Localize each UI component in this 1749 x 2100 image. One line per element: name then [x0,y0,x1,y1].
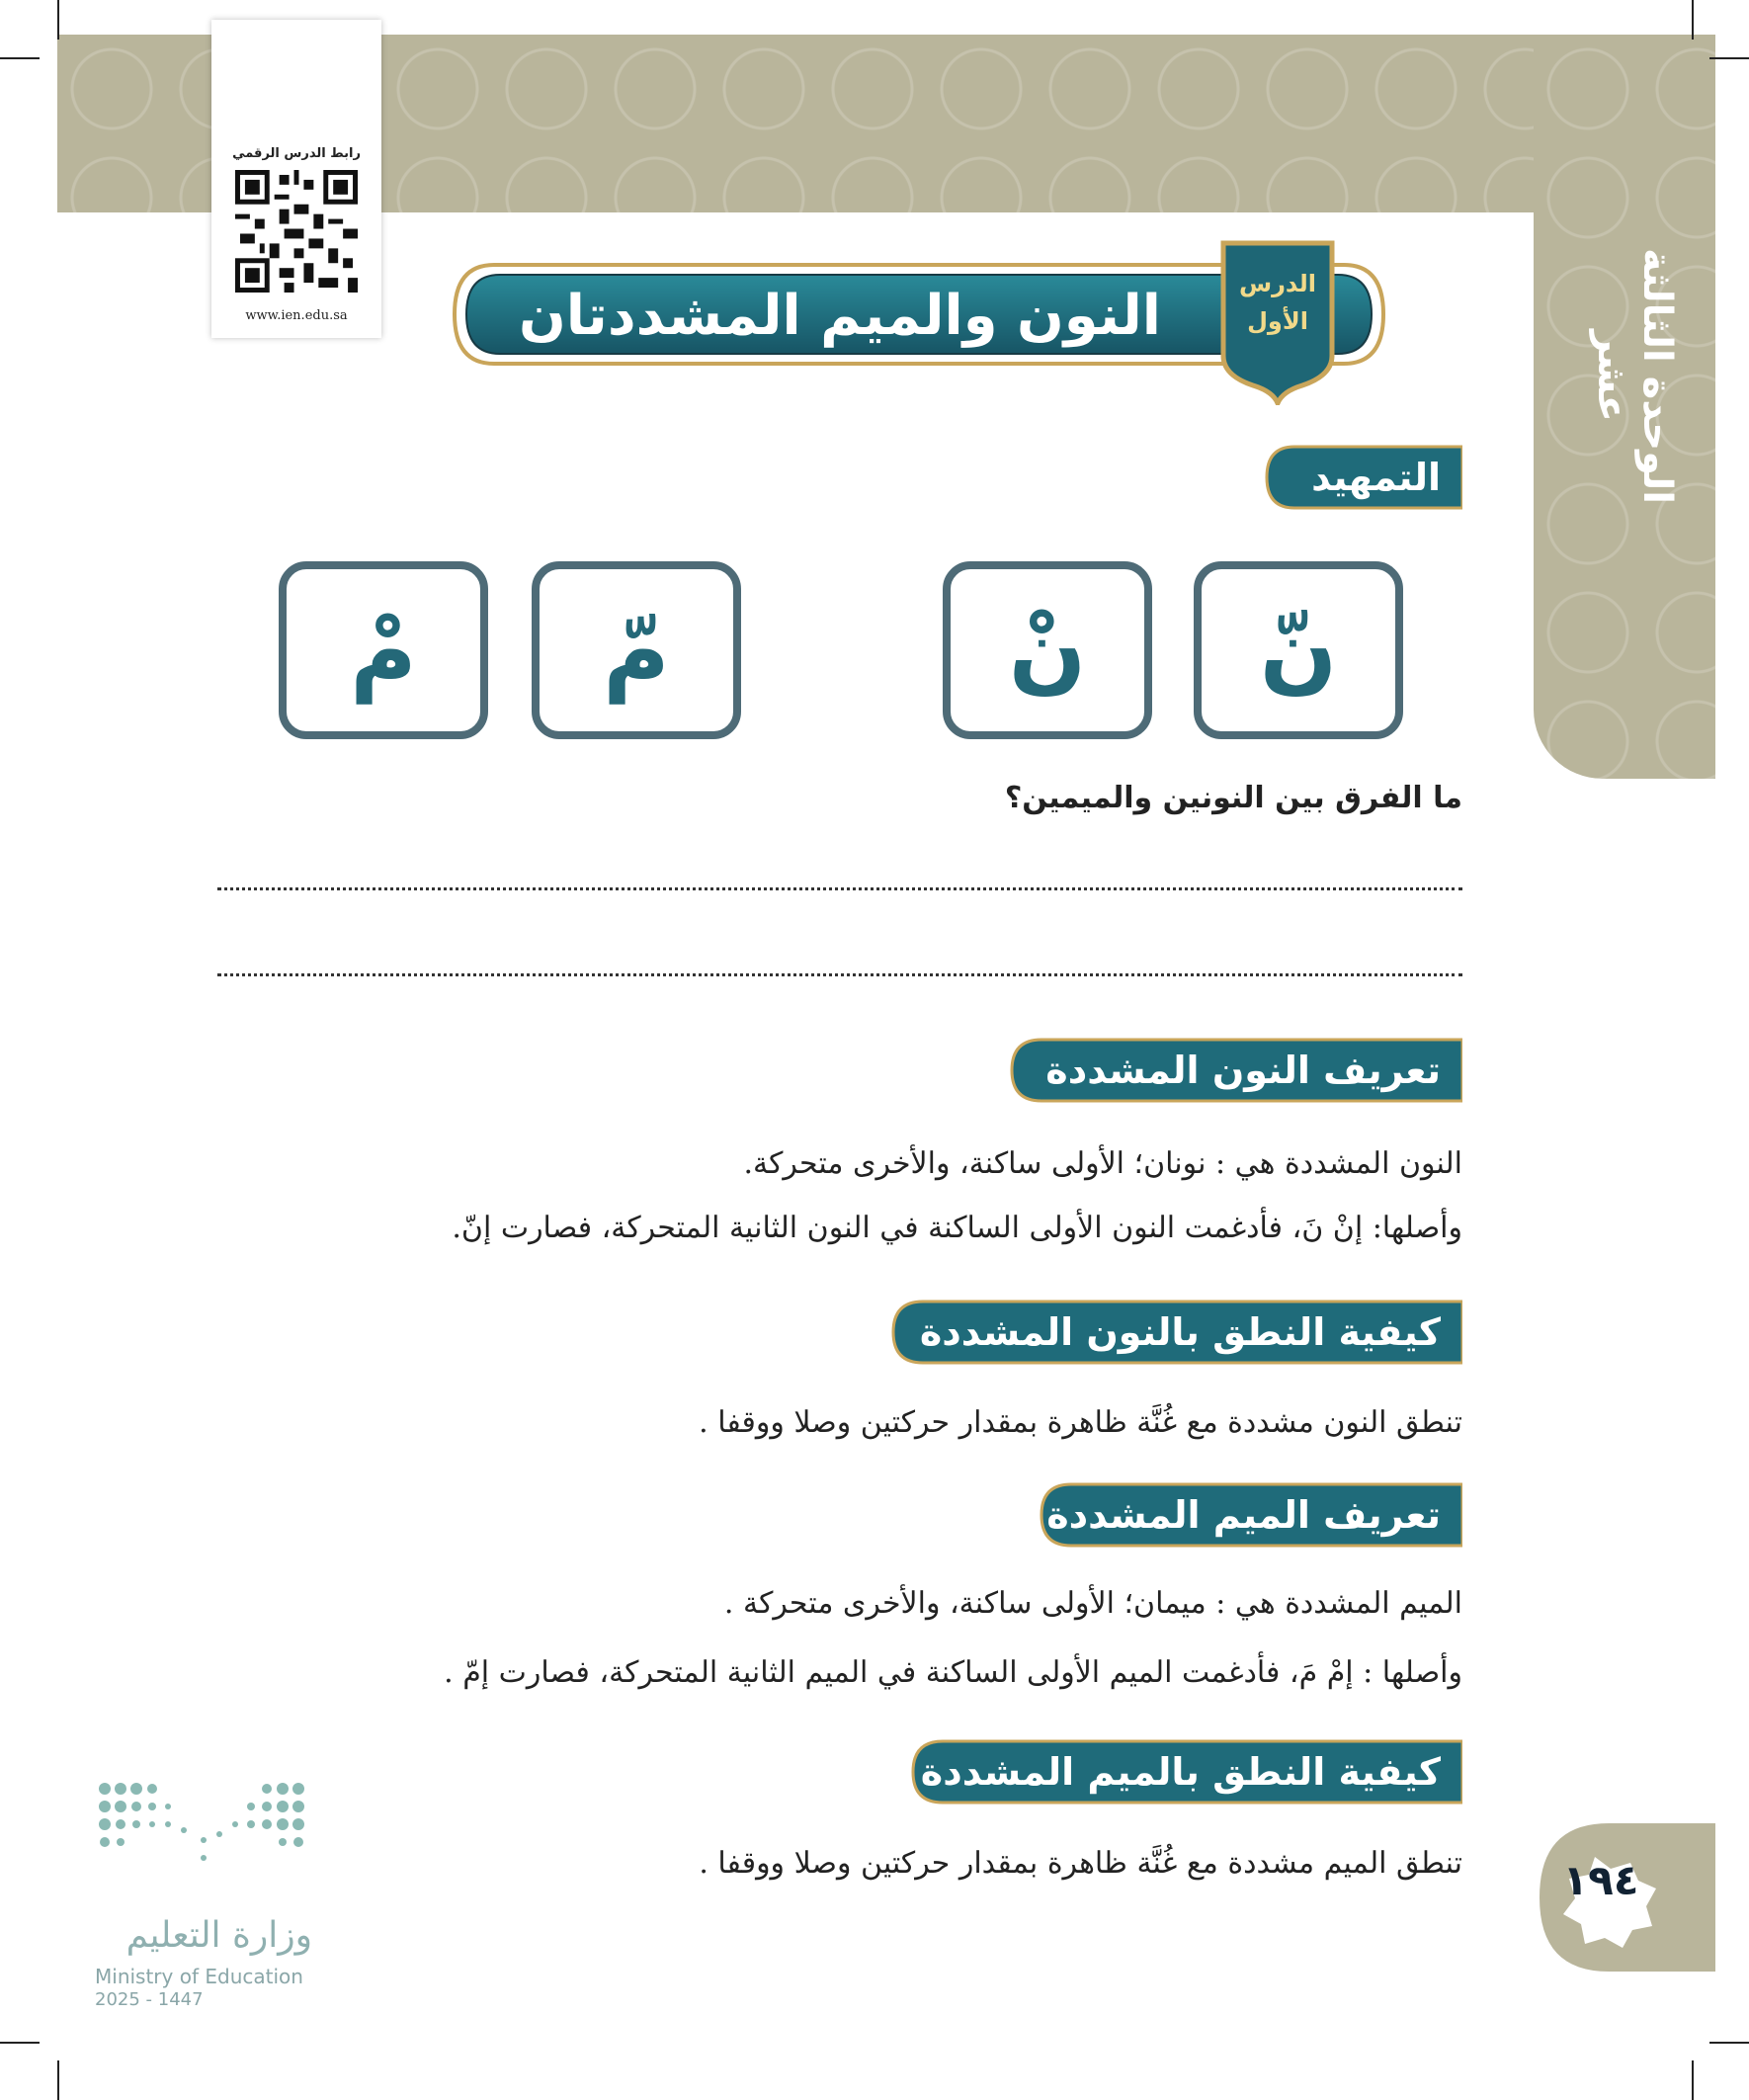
section-heading-label: التمهيد [1311,456,1441,499]
crop-mark [1692,0,1694,40]
crop-mark [0,57,40,59]
letter-box: مْ [279,561,488,739]
body-line: وأصلها: إنْ نَ، فأدغمت النون الأولى الساكنة في النون الثانية المتحركة، فصارت إنّ. [452,1211,1462,1245]
body-line: الميم المشددة هي : ميمان؛ الأولى ساكنة، والأخرى متحركة . [723,1586,1462,1621]
section-heading-noon-definition [1008,1038,1462,1103]
section-heading-meem-pronunciation [909,1739,1462,1805]
ministry-year: 2025 - 1447 [95,1989,204,2010]
body-line: تنطق النون مشددة مع غُنَّة ظاهرة بمقدار حركتين وصلا ووقفا . [699,1405,1462,1440]
lesson-badge-label [1225,265,1330,340]
qr-url: www.ien.edu.sa [245,308,348,323]
section-heading-label: كيفية النطق بالنون المشددة [919,1310,1441,1354]
body-line: وأصلها : إمْ مَ، فأدغمت الميم الأولى الساكنة في الميم الثانية المتحركة، فصارت إمّ . [444,1655,1462,1690]
ministry-name-english: Ministry of Education [95,1965,303,1988]
crop-mark [1709,2042,1749,2044]
crop-mark [57,0,59,40]
page-number: ١٩٤ [1562,1856,1639,1904]
lesson-badge-line1: الدرس [1238,270,1317,297]
crop-mark [57,2060,59,2100]
body-line: تنطق الميم مشددة مع غُنَّة ظاهرة بمقدار حركتين وصلا ووقفا . [699,1846,1462,1881]
crop-mark [0,2042,40,2044]
answer-line[interactable] [217,973,1462,976]
letter-box: نّ [1194,561,1403,739]
section-heading-intro [1265,445,1462,510]
qr-label: رابط الدرس الرقمي [232,146,361,161]
lesson-title: النون والميم المشددتان [518,284,1161,348]
letter-box: نْ [943,561,1152,739]
section-heading-meem-definition [1038,1482,1462,1548]
letter-box: مّ [532,561,741,739]
body-line: النون المشددة هي : نونان؛ الأولى ساكنة، والأخرى متحركة. [743,1146,1462,1181]
ministry-logo-icon [95,1779,310,1897]
lesson-badge-line2: الأول [1247,307,1308,335]
qr-code-icon[interactable] [235,170,358,293]
answer-line[interactable] [217,887,1462,890]
intro-question: ما الفرق بين النونين والميمين؟ [1004,781,1462,815]
qr-card[interactable] [211,20,381,338]
crop-mark [1692,2060,1694,2100]
section-heading-label: كيفية النطق بالميم المشددة [920,1750,1441,1794]
ministry-name-arabic: وزارة التعليم [125,1915,312,1956]
unit-title: الوحدة الثالثة عشر [1589,247,1680,504]
section-heading-label: تعريف الميم المشددة [1046,1493,1441,1537]
crop-mark [1709,57,1749,59]
section-heading-label: تعريف النون المشددة [1045,1049,1441,1092]
section-heading-noon-pronunciation [889,1300,1462,1365]
